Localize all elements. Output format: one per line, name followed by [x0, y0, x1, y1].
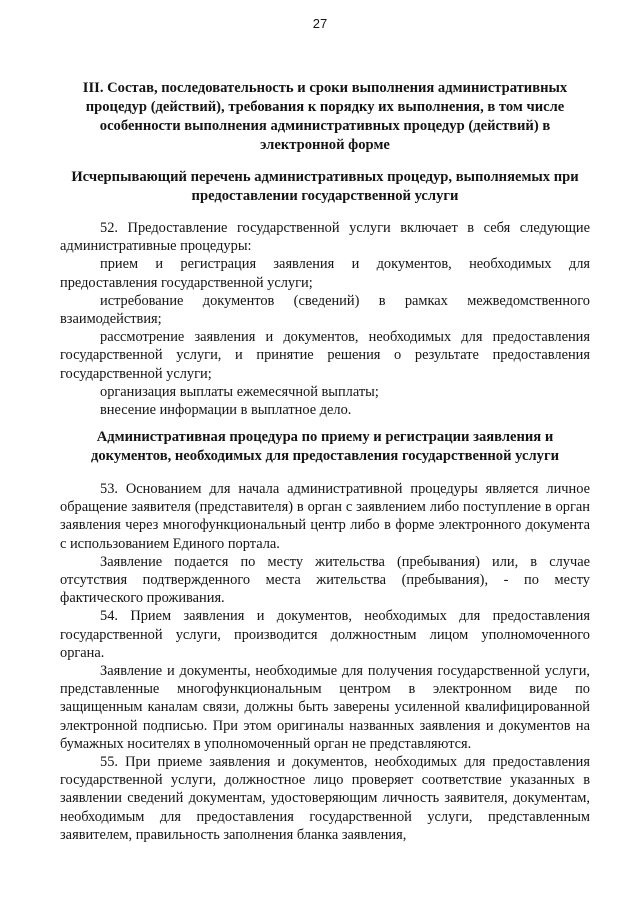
- list-item-review-decision: рассмотрение заявления и документов, необходимых для предоставления государственной услуги, и принятие решения о результате предоставления государственной услуги;: [60, 329, 590, 382]
- list-item-reception: прием и регистрация заявления и документов, необходимых для предоставления государственной услуги;: [60, 256, 590, 291]
- paragraph-52: 52. Предоставление государственной услуги включает в себя следующие административные процедуры:: [60, 220, 590, 255]
- reception-procedure-block: [60, 480, 590, 844]
- paragraph-54: 54. Прием заявления и документов, необходимых для предоставления государственной услуги, производится должностным лицом уполномоченного органа.: [60, 608, 590, 661]
- paragraph-54-electronic-documents: Заявление и документы, необходимые для получения государственной услуги, представленные многофункциональным центром в электронном виде по защищенным каналам связи, должны быть заверены усиленной квалифицированной электронной подписью. При этом оригиналы названных заявления и документов на бумажных носителях в уполномоченный орган не представляются.: [60, 663, 590, 752]
- paragraph-53-application-place: Заявление подается по месту жительства (пребывания) или, в случае отсутствия подтвержденного места жительства (пребывания), - по месту фактического проживания.: [60, 553, 590, 607]
- subsection-title-reception-procedure: Административная процедура по приему и регистрации заявления и документов, необходимых для предоставления государственной услуги: [91, 429, 559, 464]
- subsection-title-procedures-list: Исчерпывающий перечень административных процедур, выполняемых при предоставлении государственной услуги: [71, 169, 579, 204]
- paragraph-55: 55. При приеме заявления и документов, необходимых для предоставления государственной услуги, должностное лицо проверяет соответствие указанных в заявлении сведений документам, удостоверяющим личность заявителя, документам, необходимым для предоставления государственной услуги, представленным заявителем, правильность заполнения бланка заявления,: [60, 754, 590, 843]
- procedures-list-block: [60, 219, 590, 419]
- section-title: III. Состав, последовательность и сроки выполнения административных процедур (действий), требования к порядку их выполнения, в том числе особенности выполнения административных процедур (действий) в электронной форме: [82, 80, 568, 153]
- page-number: 27: [312, 16, 328, 31]
- list-item-payment: организация выплаты ежемесячной выплаты;: [100, 383, 379, 400]
- list-item-record: внесение информации в выплатное дело.: [100, 402, 352, 419]
- paragraph-53: 53. Основанием для начала административной процедуры является личное обращение заявителя (представителя) в орган с заявлением либо поступление в орган заявления через многофункциональный центр либо в форме электронного документа с использованием Единого портала.: [60, 481, 590, 552]
- list-item-requesting-documents: истребование документов (сведений) в рамках межведомственного взаимодействия;: [60, 292, 590, 328]
